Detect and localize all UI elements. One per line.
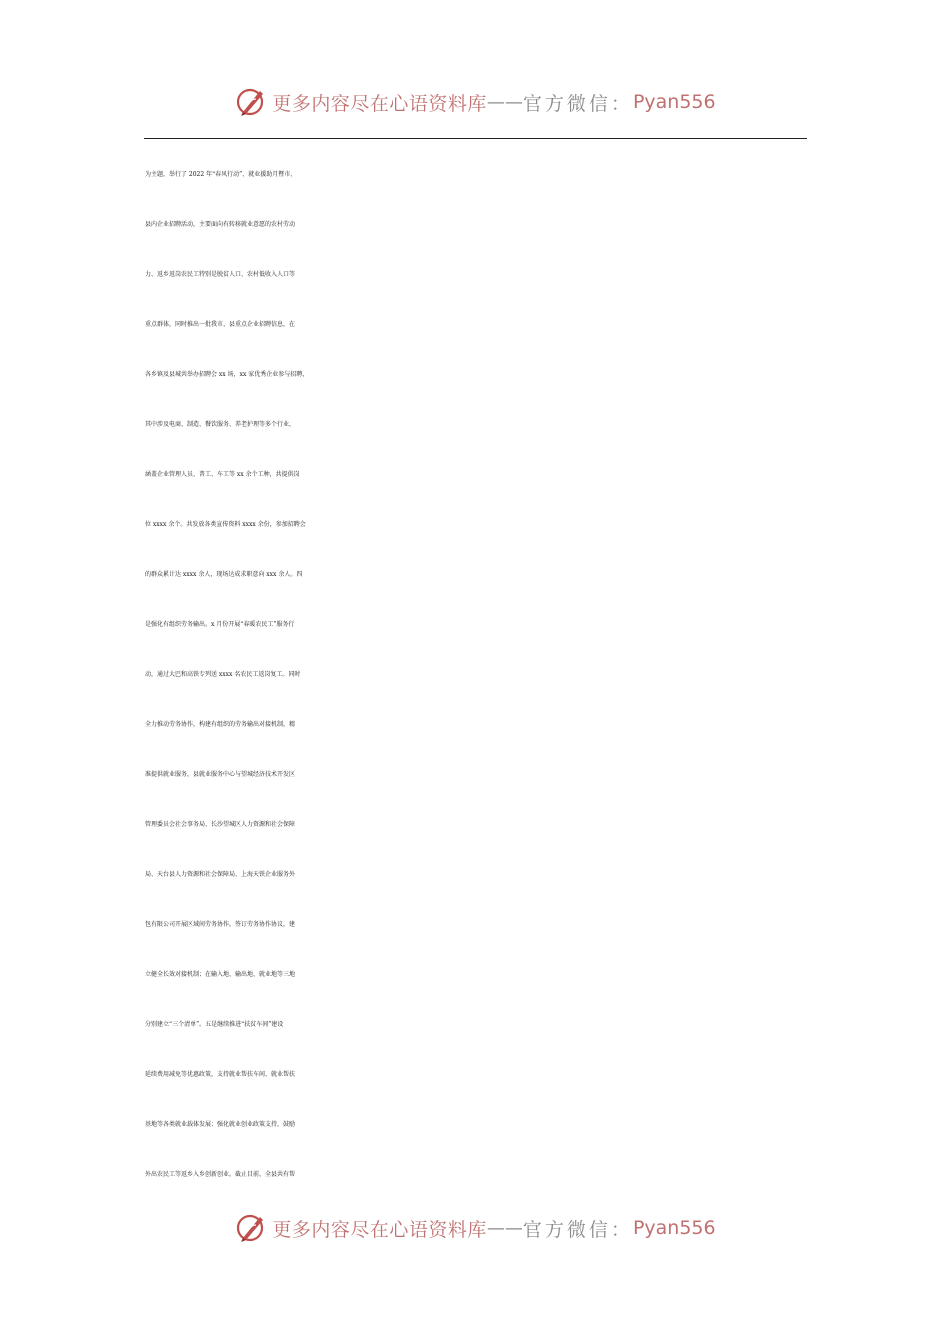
pen-logo-icon — [234, 1211, 268, 1245]
footer-wechat-id: Pyan556 — [632, 1217, 716, 1239]
text-line: 基地等各类就业载体发展；强化就业创业政策支持，鼓励 — [145, 1121, 296, 1128]
text-line: 其中涉及电商、制造、餐饮服务、养老护理等多个行业， — [145, 421, 296, 428]
text-line: 位 xxxx 余个。共发放各类宣传资料 xxxx 余份，参加招聘会 — [145, 521, 306, 528]
text-line: 各乡镇及县城共举办招聘会 xx 场，xx 家优秀企业参与招聘， — [145, 371, 309, 378]
text-line: 的群众累计达 xxxx 余人，现场达成求职意向 xxx 余人。四 — [145, 571, 303, 578]
header-divider — [144, 138, 807, 139]
pen-logo-icon — [234, 85, 268, 119]
text-line: 延续费用减免等优惠政策，支持就业帮扶车间、就业帮扶 — [145, 1071, 296, 1078]
text-line: 力、返乡返岗农民工特别是脱贫人口、农村低收入人口等 — [145, 271, 296, 278]
footer-official-label: 官方微信： — [522, 1218, 633, 1241]
text-line: 为主题，举行了 2022 年“春风行动”、就业援助月暨市、 — [145, 171, 297, 178]
text-line: 局、天台县人力资源和社会保障局、上海天铁企业服务外 — [145, 871, 296, 878]
text-line: 立健全长效对接机制；在输入地、输出地、就业地等三地 — [145, 971, 296, 978]
text-line: 是强化有组织劳务输出。x 月份开展“春暖农民工”服务行 — [145, 621, 295, 628]
header-promo-text: 更多内容尽在心语资料库 — [272, 92, 487, 115]
footer-dash: —— — [486, 1217, 523, 1239]
text-line: 外出农民工等返乡入乡创新创业。截止目前，全县共有帮 — [145, 1171, 296, 1178]
text-line: 分别建立“三个清单”。五是继续推进“扶贫车间”建设 — [145, 1021, 284, 1028]
header-wechat-id: Pyan556 — [632, 91, 716, 113]
text-line: 涵盖企业管理人员、普工、车工等 xx 余个工种，共提供岗 — [145, 471, 300, 478]
text-line: 包有限公司开展区域间劳务协作，签订劳务协作协议，建 — [145, 921, 296, 928]
header-dash: —— — [486, 91, 523, 113]
footer-promo-text: 更多内容尽在心语资料库 — [272, 1218, 487, 1241]
text-line: 管理委员会社会事务局、长沙望城区人力资源和社会保障 — [145, 821, 296, 828]
header-banner — [0, 82, 950, 122]
header-official-label: 官方微信： — [522, 92, 633, 115]
text-line: 县内企业招聘活动，主要面向有转移就业意愿的农村劳动 — [145, 221, 296, 228]
document-body — [145, 150, 815, 1200]
footer-banner — [0, 1208, 950, 1248]
text-line: 准提供就业服务，县就业服务中心与望城经济技术开发区 — [145, 771, 296, 778]
text-line: 重点群体，同时推出一批我市、县重点企业招聘信息，在 — [145, 321, 296, 328]
text-line: 动，通过大巴和高铁专列送 xxxx 名农民工返岗复工。同时 — [145, 671, 301, 678]
text-line: 全力推动劳务协作，构建有组织的劳务输出对接机制，精 — [145, 721, 296, 728]
